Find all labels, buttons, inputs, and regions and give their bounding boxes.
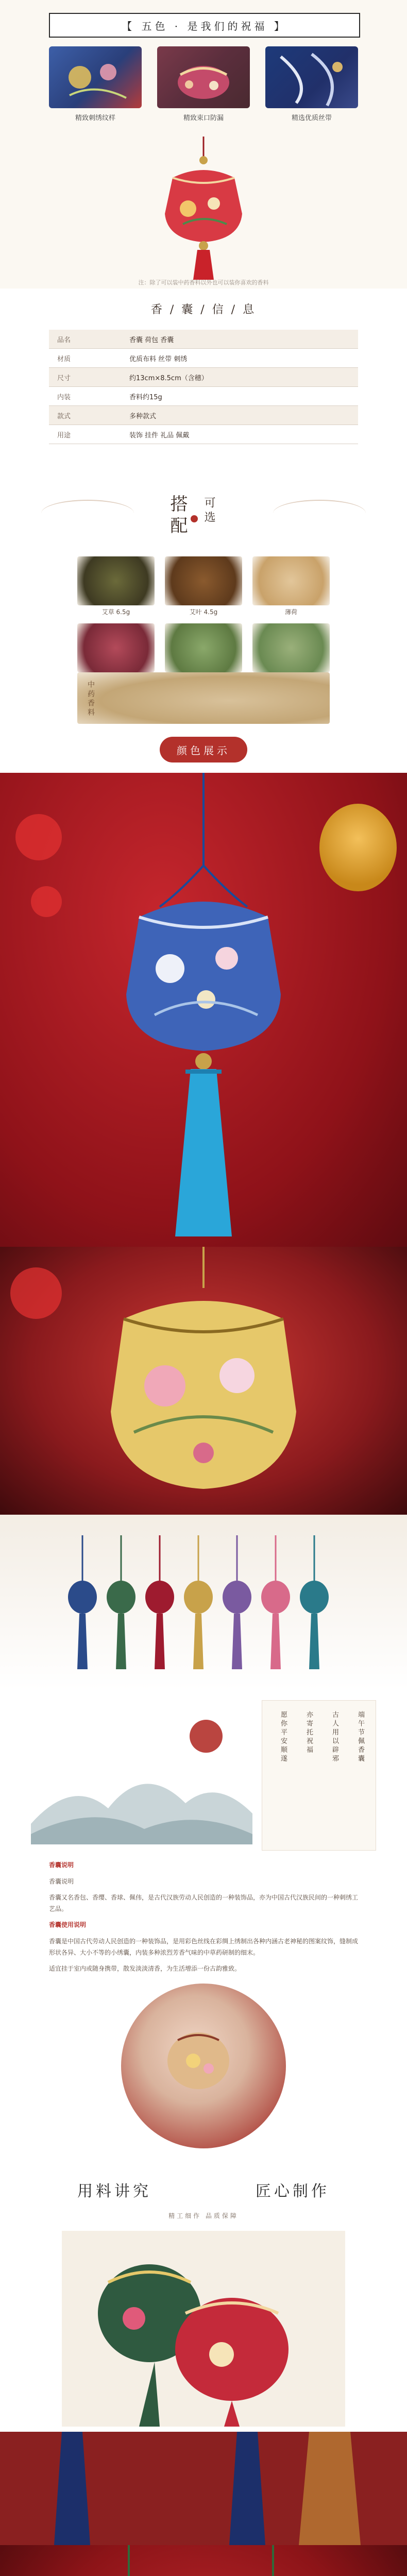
feature-thumb[interactable] [157, 46, 250, 122]
vertical-poem [262, 1700, 376, 1851]
story-paragraph: 香囊说明 [49, 1877, 74, 1885]
herb-image [165, 556, 242, 605]
spec-row [49, 387, 358, 406]
color-lineup [0, 1515, 407, 1690]
ribbon-icon [265, 46, 358, 108]
story-paragraph: 香囊又名香包、香缨、香球、佩伟，是古代汉族劳动人民创造的一种装饰品，亦为中国古代汉族民间的一种刺绣工艺品。 [49, 1894, 359, 1912]
craft-title [77, 2174, 330, 2205]
cloud-ornament [41, 500, 134, 527]
spec-section [0, 289, 407, 484]
spec-row [49, 368, 358, 387]
color-display-label: 颜色展示 [160, 737, 247, 762]
spec-key: 尺寸 [57, 374, 71, 382]
spec-row [49, 349, 358, 368]
herb-item[interactable] [165, 556, 242, 616]
craft-title-left: 用料讲究 [77, 2182, 151, 2200]
tassel-icon [0, 2432, 407, 2545]
feature-thumb[interactable] [49, 46, 142, 122]
spec-value: 约13cm×8.5cm（含穗） [129, 374, 208, 382]
page-title: 【 五色 · 是我们的祝福 】 [49, 13, 360, 38]
thumb-caption: 精致刺绣纹样 [75, 114, 115, 122]
thumb-image [265, 46, 358, 108]
ink-mountain-illustration [31, 1705, 252, 1844]
fillings-title: 搭配 [167, 495, 188, 538]
hand-detail-section [0, 1978, 407, 2164]
herb-label: 艾草 6.5g [101, 608, 130, 616]
spec-value: 优质布料 丝带 刺绣 [129, 355, 188, 363]
spec-row [49, 425, 358, 444]
story-paragraph: 香囊是中国古代劳动人民创造的一种装饰品，是用彩色丝线在彩绸上绣制出各种内涵古老神秘的图案纹饰，缝制成形状各异、大小不等的小绣囊，内装多种浓烈芳香气味的中草药研制的细末。 [49, 1937, 359, 1956]
color-display-banner [0, 726, 407, 773]
embroidered-pouch-icon [137, 137, 270, 281]
spec-value: 香料约15g [129, 393, 162, 401]
herb-item[interactable] [77, 556, 155, 616]
spec-key: 品名 [57, 336, 71, 344]
poem-line: 古人用以辟邪 [331, 1711, 338, 1764]
hero-note: 注：除了可以装中药香料以外也可以装你喜欢的香料 [138, 279, 269, 286]
herb-label: 艾叶 4.5g [189, 608, 218, 616]
herb-grid [77, 556, 330, 683]
tassel-closeup [0, 2432, 407, 2545]
spec-row [49, 406, 358, 425]
hand-holding-pouch-image [121, 1984, 286, 2148]
powder-label: 中药香料 [87, 681, 95, 718]
product-photo-gold [0, 1247, 407, 1515]
cloud-ornament [273, 500, 366, 527]
hero-section [0, 0, 407, 289]
craft-product-image [62, 2231, 345, 2427]
herb-image [77, 623, 155, 672]
herb-image [77, 556, 155, 605]
powder-image [77, 672, 330, 724]
embroidery-icon [49, 46, 142, 108]
story-heading: 香囊说明 [49, 1861, 74, 1869]
pouch-lineup-graphic [0, 1515, 407, 1690]
spec-table [49, 330, 358, 444]
herb-image [252, 556, 330, 605]
spec-key: 用途 [57, 431, 71, 439]
story-section [0, 1690, 407, 1978]
story-text [49, 1860, 358, 1978]
embroidered-pouch-icon [0, 1247, 407, 1515]
craft-title-right: 匠心制作 [256, 2182, 330, 2200]
herb-item[interactable] [252, 556, 330, 616]
thumb-image [49, 46, 142, 108]
spec-value: 香囊 荷包 香囊 [129, 336, 174, 344]
fillings-section [0, 484, 407, 726]
embroidered-pouch-icon [0, 773, 407, 1247]
herb-image [165, 623, 242, 672]
embroidered-pouch-icon [0, 2545, 407, 2576]
product-photo-blue [0, 773, 407, 1247]
fillings-heading [155, 489, 252, 546]
spec-row [49, 330, 358, 349]
feature-thumb[interactable] [265, 46, 358, 122]
herb-image [252, 623, 330, 672]
thumb-image [157, 46, 250, 108]
spec-key: 材质 [57, 355, 71, 363]
fillings-subtitle: 可选 [202, 497, 215, 526]
craft-subtitle: 精工细作 品质保障 [168, 2212, 239, 2219]
story-paragraph: 适宜挂于室内或随身携带，散发淡淡清香，为生活增添一份古韵雅致。 [49, 1965, 241, 1973]
poem-line: 端午节佩香囊 [357, 1711, 364, 1764]
story-paragraph: 香囊使用说明 [49, 1921, 87, 1929]
poem-line: 亦寄托祝福 [305, 1711, 313, 1755]
craft-section [0, 2164, 407, 2432]
poem-line: 愿你平安顺遂 [279, 1711, 287, 1764]
spec-key: 款式 [57, 412, 71, 420]
drawstring-icon [157, 46, 250, 108]
spec-value: 装饰 挂件 礼品 佩戴 [129, 431, 190, 439]
seal-dot [191, 515, 198, 522]
feature-thumbnails [49, 46, 358, 122]
thumb-caption: 精选优质丝带 [291, 114, 332, 122]
spec-value: 多种款式 [129, 412, 157, 420]
spec-key: 内装 [57, 393, 71, 401]
herb-label: 薄荷 [284, 608, 297, 616]
product-photo-green [0, 2545, 407, 2576]
spec-title: 香 / 囊 / 信 / 息 [150, 303, 257, 316]
thumb-caption: 精致束口防漏 [183, 114, 224, 122]
